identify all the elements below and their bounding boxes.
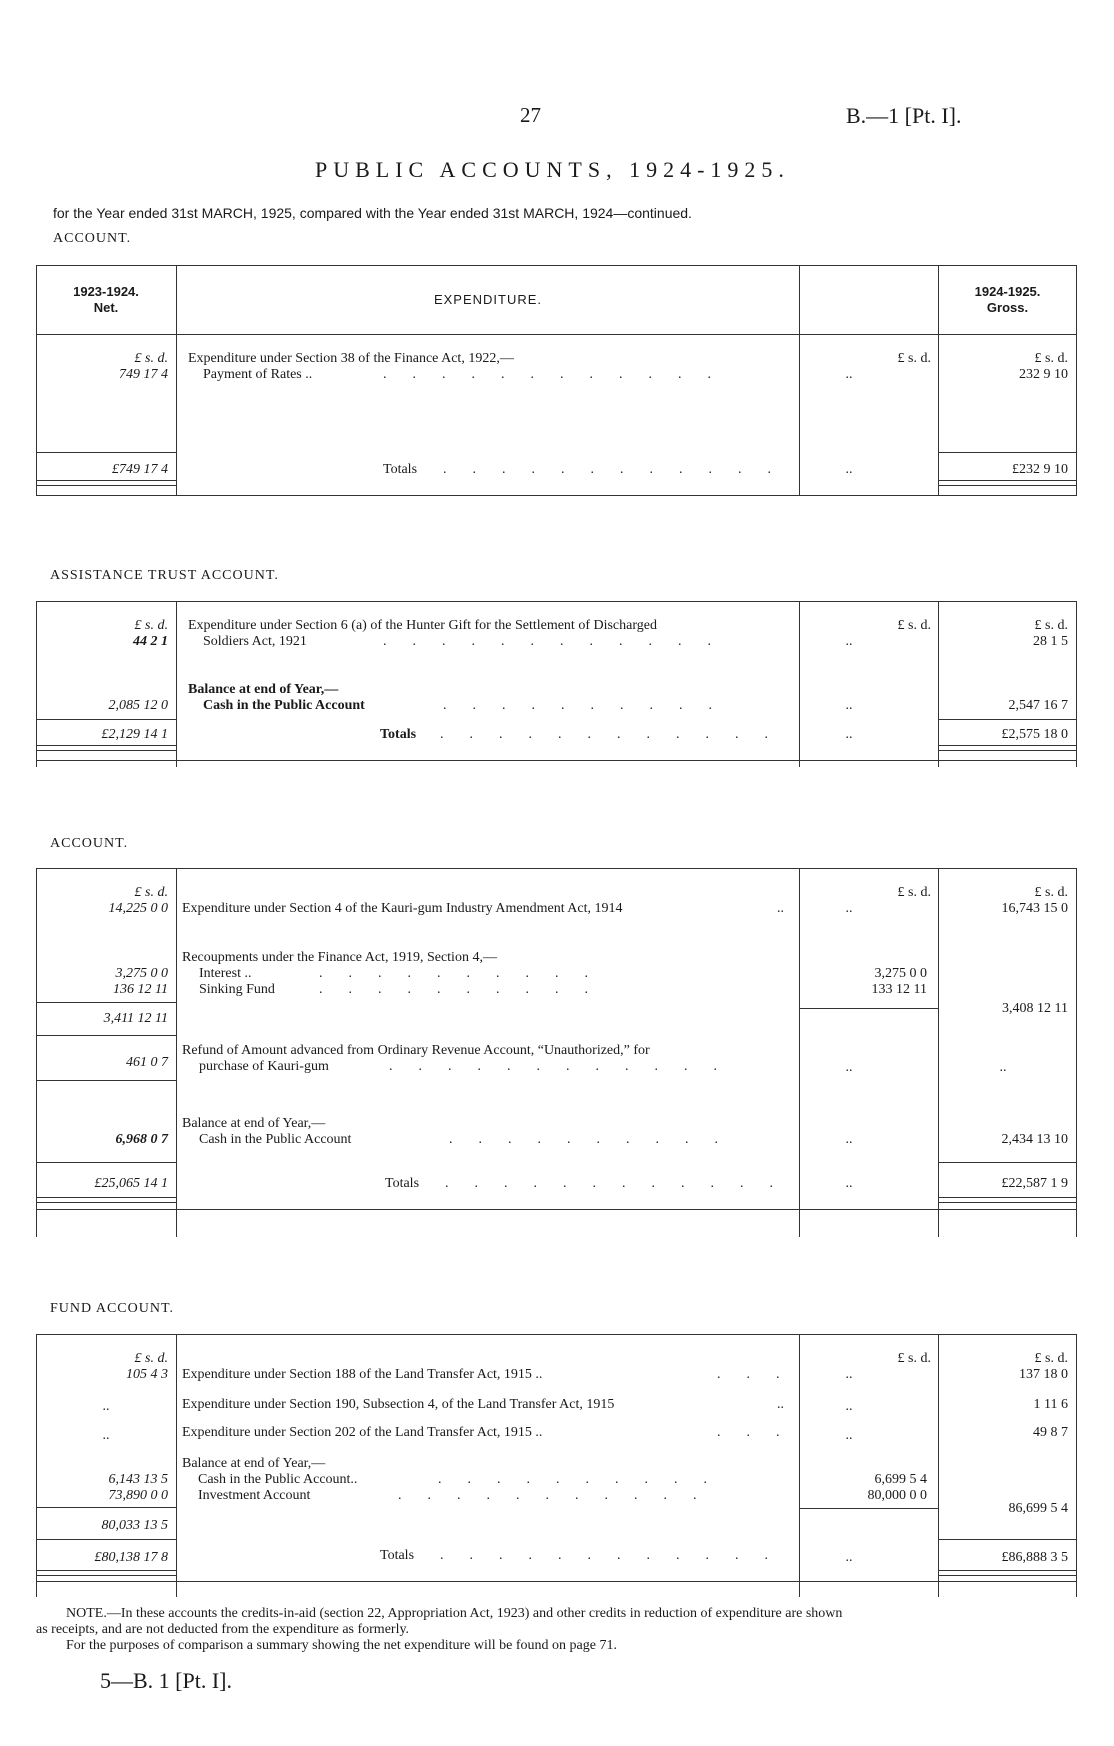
expenditure-description: Expenditure under Section 4 of the Kauri-gum Industry Amendment Act, 1914 ..: [182, 901, 784, 916]
gross-amount: 3,408 12 11: [1002, 1001, 1068, 1016]
expenditure-description: Expenditure under Section 188 of the Land Transfer Act, 1915 .. ...: [182, 1367, 806, 1382]
footer-reference: 5—B. 1 [Pt. I].: [100, 1668, 232, 1693]
lsd-label: £ s. d.: [1034, 351, 1068, 366]
total-sub: ..: [845, 1550, 853, 1565]
lsd-label: £ s. d.: [897, 1351, 931, 1366]
gross-amount: ..: [999, 1060, 1007, 1075]
total-gross: £2,575 18 0: [1001, 727, 1068, 742]
sub-amount: 80,000 0 0: [867, 1488, 927, 1503]
net-amount: 44 2 1: [133, 634, 168, 649]
expenditure-description: Soldiers Act, 1921 ............: [203, 634, 737, 649]
note-text: For the purposes of comparison a summary showing the net expenditure will be found on page 71.: [66, 1638, 617, 1653]
total-sub: ..: [845, 462, 853, 477]
expenditure-description: Balance at end of Year,—: [182, 1456, 326, 1471]
expenditure-description: Expenditure under Section 38 of the Finance Act, 1922,—: [188, 351, 514, 366]
total-gross: £232 9 10: [1012, 462, 1068, 477]
lsd-label: £ s. d.: [134, 885, 168, 900]
document-reference: B.—1 [Pt. I].: [846, 103, 962, 128]
total-net: £80,138 17 8: [94, 1550, 168, 1565]
account-table-3: [36, 868, 1077, 1237]
section-title: ACCOUNT.: [50, 836, 129, 851]
net-amount: 3,275 0 0: [115, 966, 168, 981]
total-sub: ..: [845, 1176, 853, 1191]
lsd-label: £ s. d.: [897, 351, 931, 366]
sub-amount: ..: [845, 1428, 853, 1443]
sub-amount: 3,275 0 0: [874, 966, 927, 981]
gross-amount: 16,743 15 0: [1001, 901, 1068, 916]
sub-amount: ..: [845, 1060, 853, 1075]
gross-amount: 2,547 16 7: [1008, 698, 1068, 713]
col-expenditure-header: EXPENDITURE.: [433, 292, 543, 307]
expenditure-description: Expenditure under Section 6 (a) of the Hunter Gift for the Settlement of Discharged: [188, 618, 657, 633]
page-title: PUBLIC ACCOUNTS, 1924-1925.: [315, 157, 790, 182]
section-title: FUND ACCOUNT.: [50, 1301, 174, 1316]
lsd-label: £ s. d.: [134, 1351, 168, 1366]
subtotal-net: 3,411 12 11: [103, 1011, 168, 1026]
sub-amount: ..: [845, 1132, 853, 1147]
expenditure-item: Cash in the Public Account.. ..........: [198, 1472, 733, 1487]
expenditure-description: Refund of Amount advanced from Ordinary Revenue Account, “Unauthorized,” for: [182, 1043, 650, 1058]
expenditure-description: Payment of Rates .. ............: [203, 367, 737, 382]
gross-amount: 2,434 13 10: [1001, 1132, 1068, 1147]
totals-label: Totals ............: [380, 727, 794, 742]
sub-amount: ..: [845, 901, 853, 916]
gross-amount: 232 9 10: [1019, 367, 1068, 382]
lsd-label: £ s. d.: [897, 618, 931, 633]
net-amount: 2,085 12 0: [108, 698, 168, 713]
gross-amount: 1 11 6: [1033, 1397, 1068, 1412]
net-amount: 6,968 0 7: [115, 1132, 168, 1147]
account-table-2: [36, 601, 1077, 767]
net-amount: 6,143 13 5: [108, 1472, 168, 1487]
page-subtitle: for the Year ended 31st MARCH, 1925, compared with the Year ended 31st MARCH, 1924—continued.: [53, 205, 692, 221]
expenditure-item: Investment Account ...........: [198, 1488, 723, 1503]
gross-amount: 86,699 5 4: [1008, 1501, 1068, 1516]
gross-amount: 137 18 0: [1019, 1367, 1068, 1382]
account-table-4: [36, 1334, 1077, 1597]
expenditure-description: Cash in the Public Account ..........: [203, 698, 738, 713]
total-net: £25,065 14 1: [94, 1176, 168, 1191]
sub-amount: ..: [845, 1399, 853, 1414]
net-amount: ..: [102, 1428, 110, 1443]
total-gross: £22,587 1 9: [1001, 1176, 1068, 1191]
subtotal-net: 80,033 13 5: [101, 1518, 168, 1533]
lsd-label: £ s. d.: [1034, 1351, 1068, 1366]
sub-amount: 133 12 11: [871, 982, 927, 997]
lsd-label: £ s. d.: [1034, 618, 1068, 633]
note-text: as receipts, and are not deducted from the expenditure as formerly.: [36, 1622, 410, 1637]
sub-amount: 6,699 5 4: [874, 1472, 927, 1487]
net-amount: 136 12 11: [113, 982, 168, 997]
total-net: £2,129 14 1: [101, 727, 168, 742]
account-table-1: [36, 265, 1077, 496]
net-amount: 73,890 0 0: [108, 1488, 168, 1503]
lsd-label: £ s. d.: [134, 618, 168, 633]
section-title: ACCOUNT.: [53, 231, 132, 246]
sub-amount: ..: [845, 698, 853, 713]
page-number: 27: [520, 103, 541, 127]
net-amount: 749 17 4: [119, 367, 168, 382]
col-gross-year-header: 1924-1925. Gross.: [974, 284, 1041, 315]
net-amount: 105 4 3: [126, 1367, 168, 1382]
gross-amount: 49 8 7: [1033, 1425, 1068, 1440]
expenditure-item: Sinking Fund ..........: [199, 982, 614, 997]
net-amount: ..: [102, 1399, 110, 1414]
expenditure-description: Recoupments under the Finance Act, 1919, Section 4,—: [182, 950, 497, 965]
totals-label: Totals ............: [380, 1548, 794, 1563]
expenditure-description: purchase of Kauri-gum ............: [199, 1059, 743, 1074]
totals-label: Totals ............: [385, 1176, 799, 1191]
expenditure-description: Expenditure under Section 190, Subsection 4, of the Land Transfer Act, 1915 ..: [182, 1397, 784, 1412]
lsd-label: £ s. d.: [897, 885, 931, 900]
lsd-label: £ s. d.: [134, 351, 168, 366]
expenditure-item: Interest .. ..........: [199, 966, 614, 981]
totals-label: Totals ............: [383, 462, 797, 477]
expenditure-description: Cash in the Public Account ..........: [199, 1132, 744, 1147]
note-text: NOTE.—In these accounts the credits-in-aid (section 22, Appropriation Act, 1923) and other credits in reduction of expenditure are shown: [66, 1606, 843, 1621]
lsd-label: £ s. d.: [1034, 885, 1068, 900]
sub-amount: ..: [845, 367, 853, 382]
total-sub: ..: [845, 727, 853, 742]
col-net-year-header: 1923-1924. Net.: [73, 284, 139, 315]
total-net: £749 17 4: [112, 462, 168, 477]
net-amount: 461 0 7: [126, 1055, 168, 1070]
section-title: ASSISTANCE TRUST ACCOUNT.: [50, 568, 279, 583]
net-amount: 14,225 0 0: [108, 901, 168, 916]
gross-amount: 28 1 5: [1033, 634, 1068, 649]
expenditure-description: Balance at end of Year,—: [188, 682, 339, 697]
sub-amount: ..: [845, 1367, 853, 1382]
expenditure-description: Expenditure under Section 202 of the Land Transfer Act, 1915 .. ...: [182, 1425, 806, 1440]
sub-amount: ..: [845, 634, 853, 649]
expenditure-description: Balance at end of Year,—: [182, 1116, 326, 1131]
total-gross: £86,888 3 5: [1001, 1550, 1068, 1565]
